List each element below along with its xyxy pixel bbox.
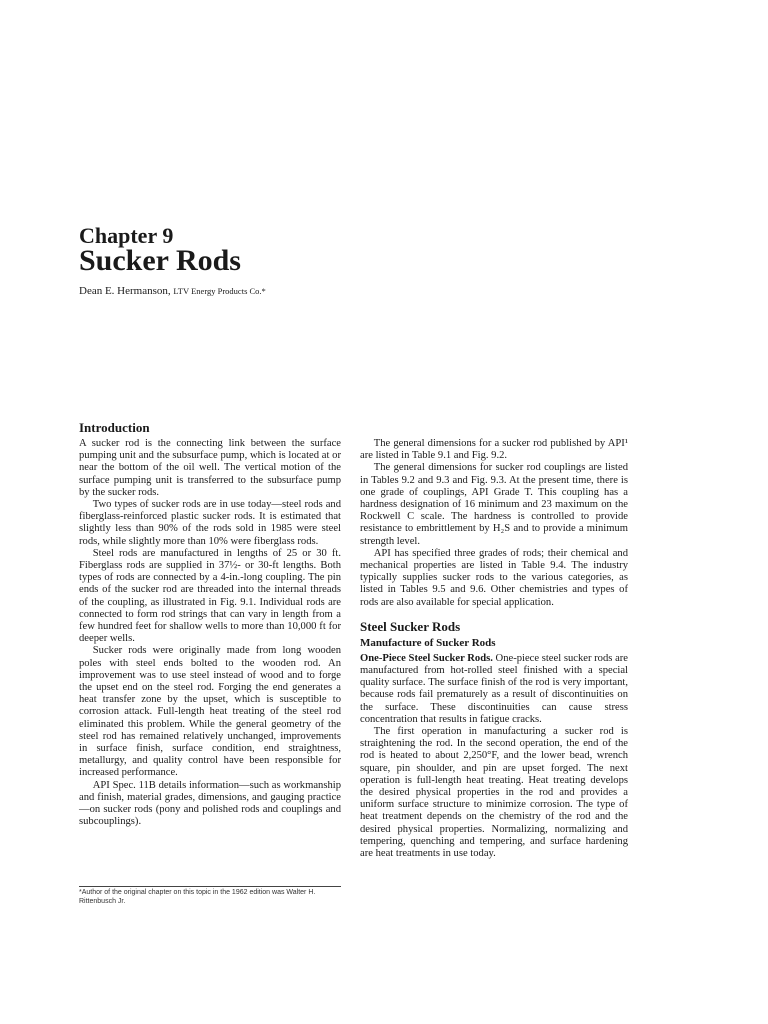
intro-paragraph: Two types of sucker rods are in use today—steel rods and fiberglass-reinforced plastic sucker rods. It is estimated that slightly less than 90% of the rods sold in 1985 were steel rods, while slightly more than 10% were fiberglass rods. xyxy=(79,499,341,547)
introduction-heading: Introduction xyxy=(79,420,150,435)
right-column xyxy=(360,438,628,860)
intro-paragraph: Steel rods are manufactured in lengths of 25 or 30 ft. Fiberglass rods are supplied in 37½- or 30-ft lengths. Both types of rods are connected by a 4-in.-long coupling. The pin ends of the sucker rod are threaded into the internal threads of the coupling, as illustrated in Fig. 9.1. Individual rods are connected to form rod strings that can vary in length from a few hundred feet for shallow wells to more than 10,000 ft for deeper wells. xyxy=(79,547,341,645)
author-line xyxy=(79,284,266,298)
steel-sucker-rods-heading: Steel Sucker Rods xyxy=(360,618,461,634)
body-paragraph: API has specified three grades of rods; their chemical and mechanical properties are listed in Table 9.4. The industry typically supplies sucker rods to the various categories, as listed in Tables 9.5 and 9.6. Other chemistries and types of rods are also available for special application. xyxy=(360,547,628,608)
body-paragraph: The first operation in manufacturing a sucker rod is straightening the rod. In the second operation, the end of the rod is heated to about 2,250°F, and the lower bead, wrench square, pin shoulder, and pin are upset forged. The next operation is full-length heat treating. Heat treating develops the desired physical properties in the rod and provides a uniform surface structure to minimize corrosion. The type of heat treatment depends on the chemistry of the rod and the desired physical properties. Normalizing, normalizing and tempering, quenching and tempering, and surface hardening are heat treatments in use today. xyxy=(360,726,628,860)
chapter-label: Chapter 9 xyxy=(79,223,174,248)
author-affiliation: LTV Energy Products Co.* xyxy=(173,286,266,296)
author-name: Dean E. Hermanson, xyxy=(79,285,171,297)
left-column xyxy=(79,420,341,829)
intro-paragraph: A sucker rod is the connecting link between the surface pumping unit and the subsurface pump, which is located at or near the bottom of the oil well. The vertical motion of the surface pumping unit is transferred to the subsurface pump by the sucker rods. xyxy=(79,438,341,498)
footnote-divider xyxy=(79,886,341,887)
body-paragraph: The general dimensions for a sucker rod published by API¹ are listed in Table 9.1 and Fig. 9.2. xyxy=(360,438,628,462)
body-paragraph: The general dimensions for sucker rod couplings are listed in Tables 9.2 and 9.3 and Fig. 9.3. At the present time, there is one grade of couplings, API Grade T. This coupling has a hardness designation of 16 minimum and 23 maximum on the Rockwell C scale. The hardness is controlled to provide resistance to embrittlement by H₂S and to provide a minimum strength level. xyxy=(360,462,628,547)
intro-paragraph: API Spec. 11B details information—such as workmanship and finish, material grades, dimensions, and gauging practice—on sucker rods (pony and polished rods and couplings and subcouplings). xyxy=(79,779,341,828)
body-paragraph xyxy=(360,653,628,726)
body-text: One-piece steel sucker rods are manufactured from hot-rolled steel finished with a special quality surface. The surface finish of the rod is very important, because rods fail prematurely as a result of discontinuities on the surface. These discontinuities can cause stress concentration that results in fatigue cracks. xyxy=(360,652,628,725)
footnote: *Author of the original chapter on this topic in the 1962 edition was Walter H. Rittenbusch Jr. xyxy=(79,889,316,905)
intro-paragraph: Sucker rods were originally made from long wooden poles with steel ends bolted to the wooden rod. An improvement was to use steel instead of wood and to forge the upset end on the steel rod. Forging the end generates a heat transfer zone by the upset, which is susceptible to corrosion attack. Full-length heat treating of the steel rod eliminated this problem. While the general geometry of the steel rod has remained relatively unchanged, improvements in surface finish, surface condition, end straightness, metallurgy, and quality control have been responsible for increased performance. xyxy=(79,645,341,779)
chapter-title: Sucker Rods xyxy=(79,244,241,277)
manufacture-subheading: Manufacture of Sucker Rods xyxy=(360,636,496,649)
run-in-heading: One-Piece Steel Sucker Rods. xyxy=(360,652,493,664)
